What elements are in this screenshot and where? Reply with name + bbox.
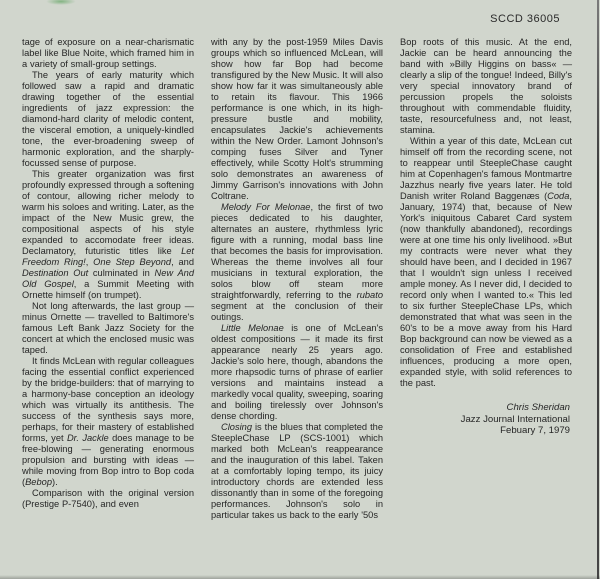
italic-text: New And Old Gospel <box>22 268 195 289</box>
paragraph <box>400 136 572 389</box>
signature-author: Chris Sheridan <box>506 402 570 413</box>
body-text: culminated in <box>88 268 155 278</box>
paragraph <box>22 488 194 510</box>
body-text: is one of McLean's oldest compositions — it made its first appearance nearly 25 years ago. Jackie's solo here, though, abandons the more rhapsodic turns of phrase of earlier versions and maintains instead a markedly vocal quality, sweeping, soaring and boiling tirelessly over Johnson's dense chording. <box>211 323 383 421</box>
body-text: segment at the conclusion of their outings. <box>211 301 383 322</box>
body-text: , <box>85 257 94 267</box>
text-column-1 <box>22 37 194 510</box>
paragraph <box>22 70 194 169</box>
body-text: It finds McLean with regular colleagues facing the essential conflict experienced by the bridge-builders: that of marrying to a harmony-base conception an ideology which was virtually its antithesis. The success of the synthesis says more, perhaps, for their mastery of established forms, yet <box>22 356 194 443</box>
italic-text: Melody For Melonae <box>221 202 311 212</box>
scan-shadow-bottom <box>0 575 600 579</box>
paragraph <box>22 356 194 488</box>
body-text: Comparison with the original version (Prestige P-7540), and even <box>22 488 194 509</box>
paragraph <box>211 37 383 202</box>
signature-date: Febuary 7, 1979 <box>500 425 570 436</box>
italic-text: Closing <box>221 422 253 432</box>
body-text: tage of exposure on a near-charismatic label like Blue Noite, which framed him in a variety of small-group settings. <box>22 37 194 69</box>
italic-text: Let Freedom Ring! <box>22 246 194 267</box>
italic-text: Little Melonae <box>221 323 284 333</box>
italic-text: rubato <box>356 290 383 300</box>
body-text: is the blues that completed the SteepleChase LP (SCS-1001) which marked both McLean's reappearance and the inauguration of this label. Taken at a comfortably loping tempo, its juicy introductory chords are extended less dissonantly than in some of the foregoing performances. Johnson's solo in particular takes us back to the early '50s <box>211 422 383 520</box>
italic-text: Destination Out <box>22 268 89 278</box>
text-column-3-paragraphs <box>400 37 572 389</box>
italic-text: One Step Beyond <box>93 257 172 267</box>
body-text: ). <box>52 477 58 487</box>
body-text: with any by the post-1959 Miles Davis groups which so influenced McLean, will show how far Bop had become transfigured by the New Music. It will also show how far it was simultaneously able to retain its flavour. This 1966 performance is one which, in its high-pressure bustle and mobility, encapsulates Jackie's achievements within the New Order. Lamont Johnson's comping fuses Silver and Tyner effectively, while Scotty Holt's strumming solo demonstrates an awareness of Jimmy Garrison's innovations with John Coltrane. <box>211 37 383 201</box>
paragraph <box>211 202 383 323</box>
liner-notes-columns <box>22 37 572 521</box>
paragraph <box>22 37 194 70</box>
signature-block <box>400 402 572 437</box>
paragraph <box>22 301 194 356</box>
italic-text: Bebop <box>25 477 52 487</box>
signature-publication: Jazz Journal International <box>460 413 570 425</box>
paragraph <box>211 323 383 422</box>
text-column-2 <box>211 37 383 521</box>
body-text: Not long afterwards, the last group — minus Ornette — travelled to Baltimore's famous Left Bank Jazz Society for the concert at which the enclosed music was taped. <box>22 301 194 355</box>
scan-edge-line-right <box>597 0 599 579</box>
paragraph <box>211 422 383 521</box>
body-text: Bop roots of this music. At the end, Jackie can be heard announcing the band with »Billy Higgins on bass« — clearly a slip of the tongue! Indeed, Billy's very special innovatory brand of percussion propels the soloists throughout with commendable fluidity, taste, resourcefulness and, not least, stamina. <box>400 37 572 135</box>
italic-text: Coda <box>547 191 570 201</box>
catalog-number: SCCD 36005 <box>490 13 560 25</box>
body-text: , and <box>171 257 195 267</box>
body-text: Within a year of this date, McLean cut himself off from the recording scene, not to reappear until SteepleChase caught him at Copenhagen's famous Montmartre Jazzhus nearly five years later. He told Danish writer Roland Baggenæs ( <box>400 136 572 201</box>
body-text: , January, 1974) that, because of New York's iniquitous Cabaret Card system (now thankfully abandoned), recordings were at one time his only livelihood. »But my contracts were never what they should have been, and I decided in 1967 that I wouldn't sign unless I received ample money. As I never did, I decided to record only when I wanted to.« This led to six further SteepleChase LPs, which demonstrated that what was seen in the 60's to be a move away from his Hard Bop background can now be viewed as a consolidation of Free and established influences, producing a more open, expanded style, with solid references to the past. <box>400 191 572 388</box>
paragraph <box>400 37 572 136</box>
body-text: , a Summit Meeting with Ornette himself (on trumpet). <box>22 279 194 300</box>
body-text: , the first of two pieces dedicated to his daughter, alternates an austere, rhythmless lyric figure with a running, modal bass line that becomes the basis for improvisation. Whereas the theme involves all four musicians in textural exploration, the solos blow off steam more straightforwardly, referring to the <box>211 202 383 300</box>
scan-smudge-top <box>46 0 76 5</box>
paragraph <box>22 169 194 301</box>
italic-text: Dr. Jackle <box>66 433 109 443</box>
text-column-3 <box>400 37 572 437</box>
body-text: This greater organization was first profoundly expressed through a softening of contour, allowing richer melody to warm his soloes and writing. Later, as the impact of the New Music grew, the compositional aspects of his style expanded to accomodate freer ideas. Declamatory, futuristic titles like <box>22 169 194 256</box>
body-text: The years of early maturity which followed saw a rapid and dramatic drawing together of the essential ingredients of jazz expression: the diamond-hard clarity of melodic content, the visceral emotion, a uniquely-kindled tone, the ever-broadening sweep of harmonic exploration, and the sharply-focussed sense of purpose. <box>22 70 194 168</box>
body-text: does manage to be free-blowing — generating enormous propulsion and bursting with ideas — while moving from Bop intro to Bop coda ( <box>22 433 195 487</box>
